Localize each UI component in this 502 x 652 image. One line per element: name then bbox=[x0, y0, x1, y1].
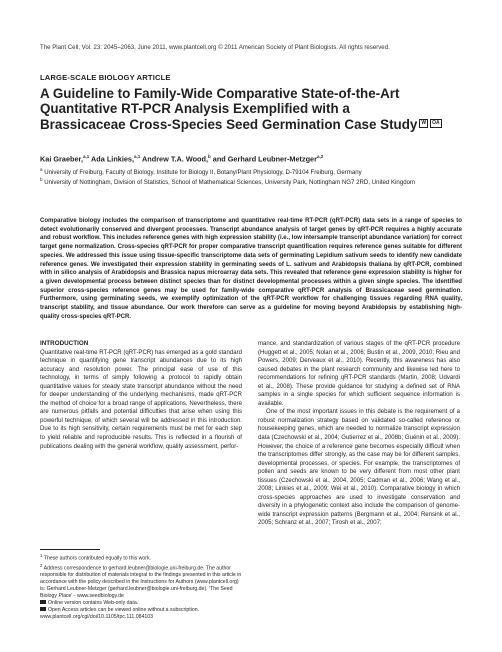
footnote-text: Online version contains Web-only data. bbox=[48, 599, 139, 606]
affiliation-sup: b bbox=[40, 177, 43, 182]
footnote-divider bbox=[40, 549, 100, 550]
footnote bbox=[40, 600, 242, 607]
author-list bbox=[40, 154, 323, 163]
web-data-badge-icon[interactable]: W bbox=[421, 119, 427, 126]
footnote bbox=[40, 607, 242, 614]
title-line-2: Quantitative RT-PCR Analysis Exemplified with a bbox=[40, 101, 350, 117]
open-access-icon bbox=[40, 607, 46, 611]
intro-paragraph: One of the most important issues in this debate is the requirement of a robust normalization strategy based on validated so-called reference or housekeeping genes, which are needed to normalize transcript expression data (Czechowski et al., 2004; Gutierrez et al., 2008b; Guénin et al., 2009). However, the choice of a reference gene becomes especially difficult when the transcriptomes differ strongly, as the case may be for different samples, developmental processes, or species. For example, the transcriptomes of pollen and seeds are known to be very different from most other plant tissues (Czechowski et al., 2004, 2005; Cadman et al., 2006; Wang et al., 2008; Linkies et al., 2009; Wei et al., 2010). Comparative biology in which cross-species approaches are used to investigate conservation and diversity in a phylogenetic context also include the comparison of genome-wide transcript expression patterns (Bergmann et al., 2004; Rensink et al., 2005; Schranz et al., 2007; Tirosh et al., 2007; bbox=[258, 409, 460, 527]
affiliation-sup: a bbox=[40, 167, 43, 172]
author-name: Ada Linkies, bbox=[89, 154, 135, 164]
intro-paragraph: mance, and standardization of various stages of the qRT-PCR procedure (Huggett et al., 2005; Nolan et al., 2006; Bustin et al., 2009, 2010; Rieu and Powers, 2009; Derveaux et al., 2010). Recently, this awareness has also caused debates in the plant research community and likewise led here to recommendations for refining qRT-PCR standards (Martin, 2008; Udvardi et al., 2008). These provide guidance for studying a defined set of RNA samples in a single species for which sufficient sequence information is available. bbox=[258, 341, 460, 407]
doi-link[interactable]: www.plantcell.org/cgi/doi/10.1105/tpc.111.084103 bbox=[40, 613, 154, 620]
article-type-label: LARGE-SCALE BIOLOGY ARTICLE bbox=[40, 73, 171, 82]
author-sup: a,1 bbox=[134, 154, 141, 159]
right-column bbox=[258, 340, 460, 528]
section-heading: INTRODUCTION bbox=[40, 340, 89, 347]
left-column bbox=[40, 340, 242, 451]
author-sup: a,1 bbox=[83, 154, 90, 159]
footnote-text: Address correspondence to gerhard.leubner@biologie.uni-freiburg.de. The author responsible for distribution of materials integral to the findings presented in this article in accordance with the policy described in the Instructions for Authors (www.plantcell.org) is: Gerhard Leubner-Metzger (gerhard.leubner@biologie.uni-freiburg.de). 'The Seed Biology Place' - www.seedbiology.de bbox=[40, 565, 242, 599]
open-access-badge-icon[interactable]: OA bbox=[432, 119, 440, 126]
abstract: Comparative biology includes the comparison of transcriptome and quantitative real-time RT-PCR (qRT-PCR) data sets in a range of species to detect evolutionarily conserved and divergent processes. Transcript abundance analysis of target genes by qRT-PCR requires a highly accurate and robust workflow. This includes reference genes with high expression stability (i.e., low intersample transcript abundance variation) for correct target gene normalization. Cross-species qRT-PCR for proper comparative transcript quantification requires reference genes suitable for different species. We addressed this issue using tissue-specific transcriptome data sets of germinating Lepidium sativum seeds to identify new candidate reference genes. We investigated their expression stability in germinating seeds of L. sativum and Arabidopsis thaliana by qRT-PCR, combined with in silico analysis of Arabidopsis and Brassica napus microarray data sets. This revealed that reference gene expression stability is higher for a given developmental process between distinct species than for distinct developmental processes within a given single species. The identified superior cross-species reference genes may be used for family-wide comparative qRT-PCR analysis of Brassicaceae seed germination. Furthermore, using germinating seeds, we exemplify optimization of the qRT-PCR workflow for challenging tissues regarding RNA quality, transcript stability, and tissue abundance. Our work therefore can serve as a guideline for moving beyond Arabidopsis by establishing high-quality cross-species qRT-PCR. bbox=[40, 218, 462, 320]
author-name: Andrew T.A. Wood, bbox=[140, 154, 208, 164]
author-name: Kai Graeber, bbox=[40, 154, 83, 164]
affiliation-text: University of Nottingham, Division of Statistics, School of Mathematical Sciences, University Park, Nottingham NG7 2RD, United Kingdom bbox=[42, 179, 416, 187]
footnotes bbox=[40, 553, 242, 621]
author-name: and Gerhard Leubner-Metzger bbox=[210, 154, 317, 164]
footnote-text: These authors contributed equally to this work. bbox=[42, 555, 152, 562]
affiliation-b bbox=[40, 176, 480, 188]
footnote-text: Open Access articles can be viewed online without a subscription. bbox=[48, 606, 200, 613]
article-title bbox=[40, 86, 480, 132]
footnote bbox=[40, 553, 242, 563]
footnote-sup: 1 bbox=[40, 553, 43, 558]
journal-header: The Plant Cell, Vol. 23: 2045–2063, June 2011, www.plantcell.org © 2011 American Society of Plant Biologists. All rights reserved. bbox=[40, 44, 390, 51]
title-line-1: A Guideline to Family-Wide Comparative State-of-the-Art bbox=[40, 86, 400, 101]
author-sup: b bbox=[207, 154, 211, 159]
author-sup: a,2 bbox=[316, 154, 324, 159]
intro-paragraph: Quantitative real-time RT-PCR (qRT-PCR) has emerged as a gold standard technique in quantifying gene transcript abundances due to its high accuracy and resolution power. The principal ease of use of this technology, in terms of simply following a protocol to rapidly obtain quantitative values for steady state transcript abundance without the need for deeper understanding of the underlying mechanisms, made qRT-PCR the method of choice for a broad range of applications. Nevertheless, there are numerous pitfalls and potential difficulties that arise when using this powerful technique, of which several will be addressed in this introduction. Due to its high sensitivity, certain requirements must be met for each step to yield reliable and reproducible results. This is reflected in a flourish of publications dealing with the general workflow, quality assessment, perfor- bbox=[40, 349, 242, 450]
affiliation-text: University of Freiburg, Faculty of Biology, Institute for Biology II, Botany/Plant Physiology, D-79104 Freiburg, Germany bbox=[42, 169, 362, 177]
title-line-3 bbox=[40, 117, 480, 132]
web-data-icon bbox=[40, 600, 46, 604]
footnote bbox=[40, 563, 242, 600]
title-line-3-text: Brassicaceae Cross-Species Seed Germination Case Study bbox=[40, 116, 418, 132]
footnote-sup: 2 bbox=[40, 562, 43, 568]
